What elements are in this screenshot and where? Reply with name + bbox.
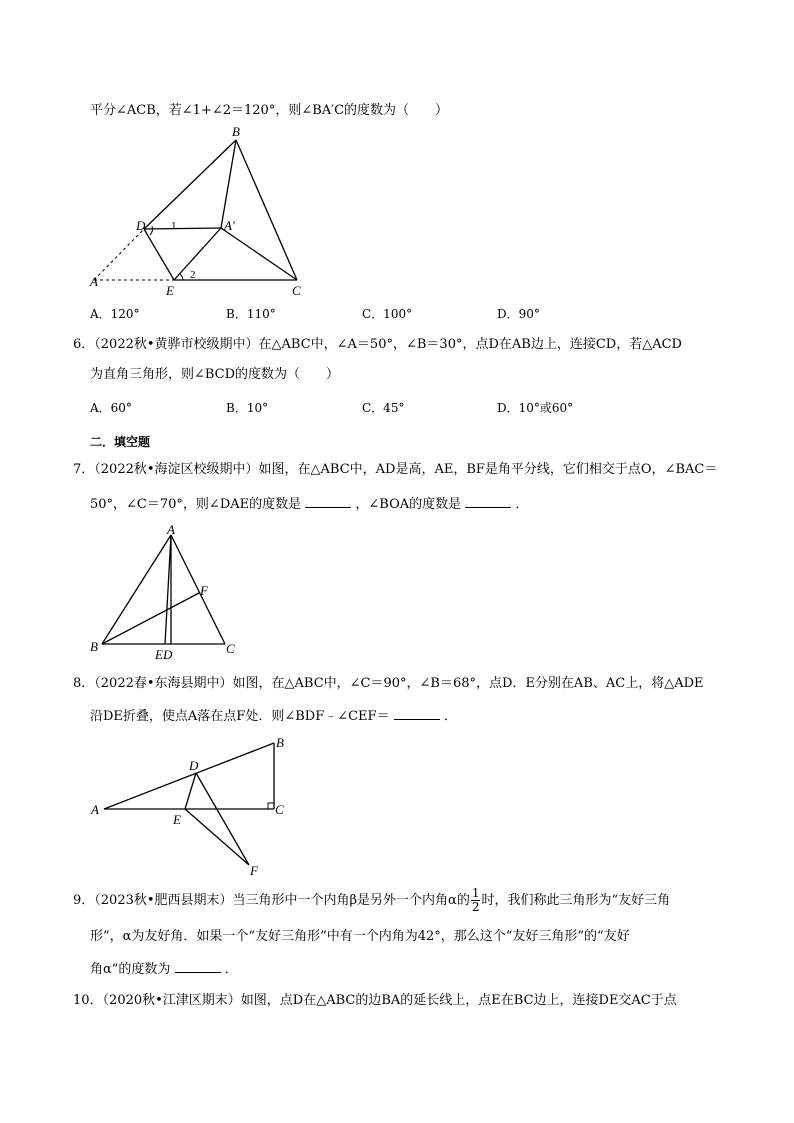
q5-option-d[interactable]: D．90° xyxy=(497,307,540,321)
q5-figure xyxy=(80,122,340,300)
q7-text-b: ，∠BOA的度数是 xyxy=(355,497,462,512)
q9-text-d: ． xyxy=(224,962,238,977)
q7-text-c: ． xyxy=(515,497,529,512)
q8-right-angle-mark xyxy=(268,803,274,809)
q5-stem-text: 平分∠ACB，若∠1+∠2＝120°，则∠BA′C的度数为（ ） xyxy=(90,103,449,118)
q5-label-b: B xyxy=(232,124,240,139)
q9-line1 xyxy=(73,887,670,914)
q5-stem xyxy=(90,102,448,120)
q9-frac-num: 1 xyxy=(471,886,480,900)
q7-label-b: B xyxy=(90,639,98,654)
section-fill-in-heading: 二．填空题 xyxy=(90,435,151,449)
q8-figure xyxy=(85,733,295,878)
q9-fraction xyxy=(471,887,481,914)
q8-edge-df xyxy=(196,773,249,865)
q8-line2 xyxy=(90,707,457,726)
q7-label-c: C xyxy=(226,641,235,656)
q5-label-a: A xyxy=(90,274,98,289)
q7-figure xyxy=(85,520,245,662)
q8-label-b: B xyxy=(276,735,284,750)
q7-answer-blank-2[interactable] xyxy=(465,495,511,508)
q8-text-b: ． xyxy=(443,709,457,724)
q5-options xyxy=(90,305,690,321)
q8-line1: 8．（2022春•东海县期中）如图，在△ABC中，∠C＝90°，∠B＝68°，点D．E分别在AB、AC上，将△ADE xyxy=(73,676,704,691)
q7-edge-ab xyxy=(102,535,171,644)
q6-options xyxy=(90,399,690,415)
q10-line1: 10．（2020秋•江津区期末）如图，点D在△ABC的边BA的延长线上，点E在BC边上，连接DE交AC于点 xyxy=(73,993,677,1008)
q8-label-a: A xyxy=(91,802,99,817)
q8-edge-ab xyxy=(104,743,274,809)
q5-angle-1-arc xyxy=(150,226,152,235)
q7-line1: 7．（2022秋•海淀区校级期中）如图，在△ABC中，AD是高，AE，BF是角平分线，它们相交于点O，∠BAC＝ xyxy=(73,462,718,477)
q7-edge-ae xyxy=(165,535,171,644)
q9-text-c: 角α”的度数为 xyxy=(90,962,171,977)
q6-line1: 6．（2022秋•黄骅市校级期中）在△ABC中，∠A＝50°，∠B＝30°，点D在AB边上，连接CD，若△ACD xyxy=(73,337,682,352)
q8-label-c: C xyxy=(275,802,284,817)
q6-line2: 为直角三角形，则∠BCD的度数为（ ） xyxy=(90,367,340,382)
q9-text-b: 时，我们称此三角形为“友好三角 xyxy=(481,893,671,908)
q5-option-c[interactable]: C．100° xyxy=(362,307,413,321)
q7-label-ed: ED xyxy=(155,647,173,662)
q8-label-d: D xyxy=(189,758,199,773)
q5-label-2: 2 xyxy=(190,269,196,281)
q9-answer-blank[interactable] xyxy=(175,960,221,973)
q8-label-e: E xyxy=(173,812,181,827)
q8-text-a: 沿DE折叠，使点A落在点F处．则∠BDF﹣∠CEF＝ xyxy=(90,709,390,724)
q5-label-aprime: A′ xyxy=(224,218,235,233)
q5-edge-db xyxy=(144,140,236,229)
q6-option-b[interactable]: B．10° xyxy=(226,401,269,415)
q7-label-a: A xyxy=(167,522,175,537)
q9-line2: 形”，α为友好角．如果一个“友好三角形”中有一个内角为42°，那么这个“友好三角形”的“友好 xyxy=(90,929,630,944)
q6-option-d[interactable]: D．10°或60° xyxy=(497,401,574,415)
q6-option-a[interactable]: A．60° xyxy=(90,401,132,415)
q8-edge-de xyxy=(185,773,196,809)
q8-answer-blank[interactable] xyxy=(394,707,440,720)
q5-option-a[interactable]: A．120° xyxy=(90,307,140,321)
q7-label-f: F xyxy=(200,583,208,598)
q6-option-c[interactable]: C．45° xyxy=(362,401,405,415)
q8-label-f: F xyxy=(250,863,258,878)
q5-option-b[interactable]: B．110° xyxy=(226,307,276,321)
q5-label-e: E xyxy=(166,283,174,298)
q9-line3 xyxy=(90,960,238,979)
q5-angle-2-arc xyxy=(180,274,183,280)
q5-label-1: 1 xyxy=(171,220,177,232)
q9-text-a: 9．（2023秋•肥西县期末）当三角形中一个内角β是另外一个内角α的 xyxy=(73,893,470,908)
q7-edge-ac xyxy=(171,535,225,644)
q5-label-d: D xyxy=(136,218,146,233)
q7-edge-bf xyxy=(102,593,199,644)
q7-line2 xyxy=(90,495,528,514)
q7-answer-blank-1[interactable] xyxy=(305,495,351,508)
q8-edge-ef xyxy=(185,809,249,865)
q5-edge-da xyxy=(144,228,221,229)
q5-edge-ad-dashed xyxy=(94,229,144,280)
q7-text-a: 50°，∠C＝70°，则∠DAE的度数是 xyxy=(90,497,302,512)
q5-label-c: C xyxy=(292,283,301,298)
q9-frac-den: 2 xyxy=(471,900,480,914)
q5-edge-de xyxy=(144,229,174,280)
q5-edge-ea xyxy=(174,228,221,280)
